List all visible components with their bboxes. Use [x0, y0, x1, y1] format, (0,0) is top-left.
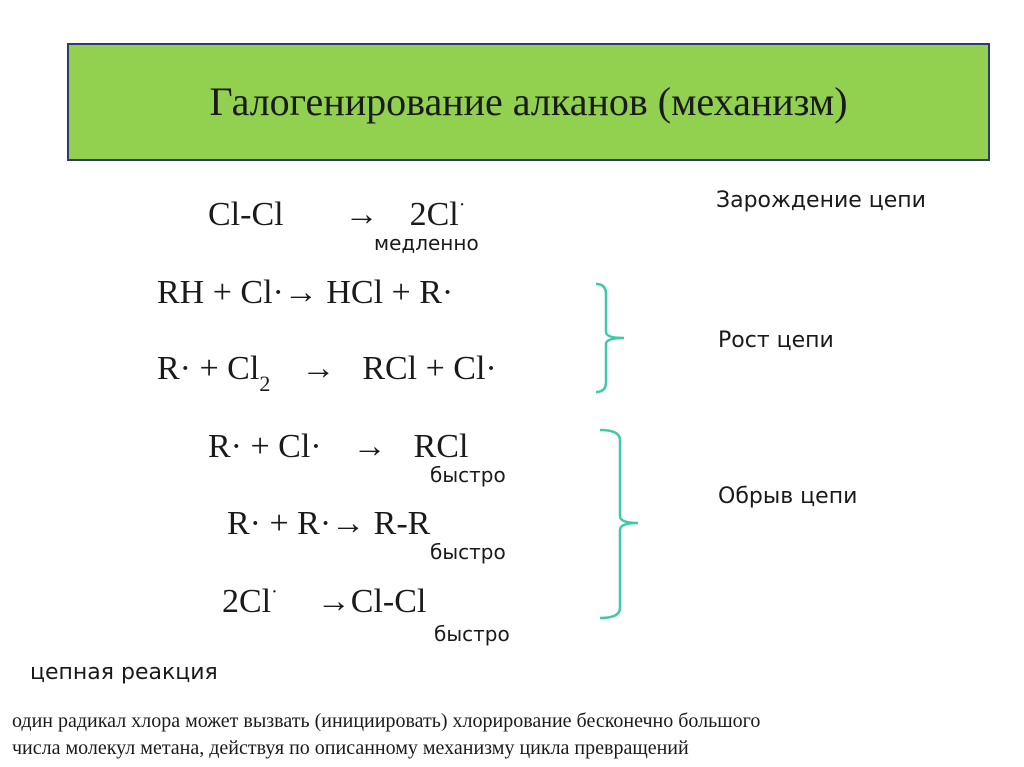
eq4-arrow: →	[352, 428, 387, 465]
equation-termination-2: R· + R·→ R-R	[227, 505, 431, 542]
eq1-left: Cl-Cl	[208, 196, 284, 233]
eq6-speed-note: быстро	[434, 622, 510, 646]
eq1-speed-note: медленно	[374, 231, 479, 255]
eq4-left: R· + Cl·	[208, 428, 322, 465]
eq5-speed-note: быстро	[430, 540, 506, 564]
eq3-right: RCl + Cl·	[362, 350, 497, 387]
eq3-left: R· + Cl	[157, 350, 260, 387]
eq3-subscript: 2	[259, 371, 271, 396]
eq3-arrow: →	[301, 350, 336, 387]
equation-initiation	[208, 196, 465, 234]
equation-termination-1	[208, 428, 468, 466]
eq4-right: RCl	[413, 428, 469, 465]
eq6-right: →Cl-Cl	[316, 583, 427, 620]
stage-initiation-label: Зарождение цепи	[716, 188, 926, 213]
eq1-arrow: →	[344, 196, 379, 233]
equation-propagation-1: RH + Cl·→ HCl + R·	[157, 274, 454, 311]
equation-propagation-2	[157, 350, 497, 396]
eq1-dot: ·	[458, 194, 466, 216]
termination-brace	[596, 428, 640, 620]
propagation-brace	[590, 282, 630, 394]
equation-termination-3	[222, 583, 426, 621]
stage-termination-label: Обрыв цепи	[718, 484, 858, 509]
eq6-dot: ·	[271, 581, 278, 603]
chain-reaction-label: цепная реакция	[30, 660, 218, 685]
eq6-left: 2Cl	[222, 583, 272, 620]
slide-title: Галогенирование алканов (механизм)	[209, 79, 848, 124]
explanation-line-1: один радикал хлора может вызвать (инициировать) хлорирование бесконечно большого	[12, 710, 761, 732]
eq4-speed-note: быстро	[430, 463, 506, 487]
stage-propagation-label: Рост цепи	[718, 328, 834, 353]
title-banner	[67, 43, 990, 161]
eq1-right: 2Cl	[409, 196, 459, 233]
explanation-line-2: числа молекул метана, действуя по описанному механизму цикла превращений	[12, 737, 689, 759]
